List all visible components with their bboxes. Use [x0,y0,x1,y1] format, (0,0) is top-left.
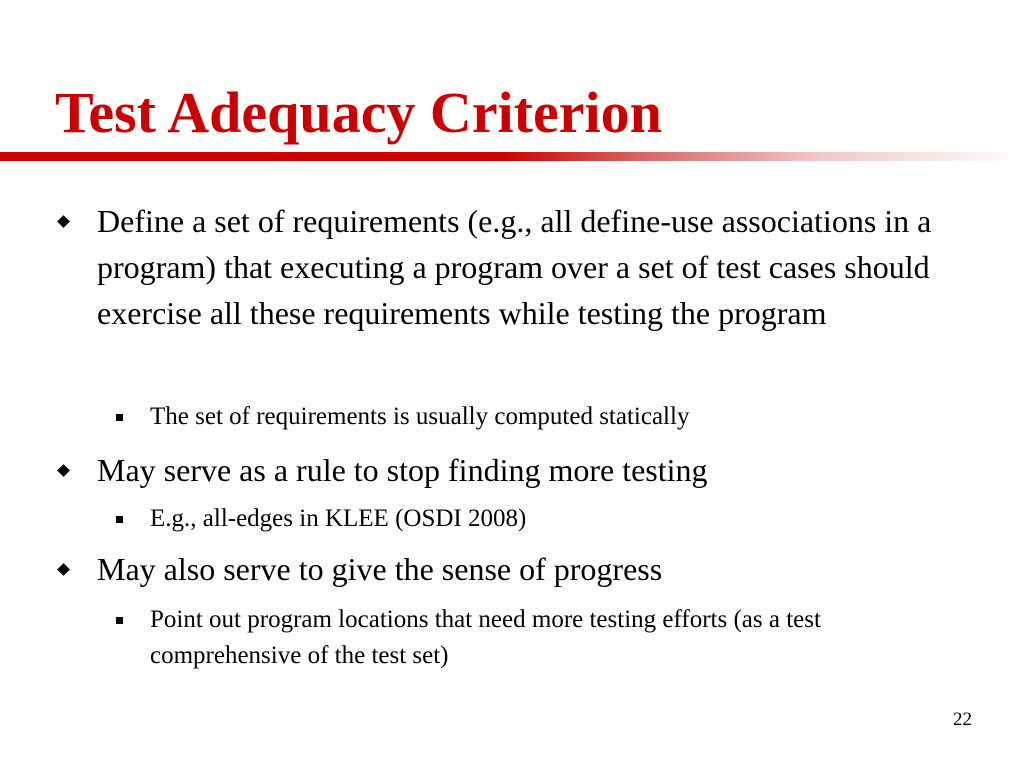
page-number: 22 [953,709,972,730]
square-bullet-icon [116,617,123,624]
square-bullet-icon [116,516,123,523]
sub-bullet-text: E.g., all-edges in KLEE (OSDI 2008) [150,505,527,532]
diamond-bullet-icon [57,215,70,228]
bullet-text: May serve as a rule to stop finding more testing [97,452,708,488]
bullet-text: Define a set of requirements (e.g., all define-use associations in a program) that executing a program over a set of test cases should exercise all these requirements while testing the program [97,203,932,331]
square-bullet-icon [116,414,123,421]
diamond-bullet-icon [57,464,70,477]
slide-title: Test Adequacy Criterion [55,80,662,145]
bullet-text: May also serve to give the sense of progress [97,551,663,587]
diamond-bullet-icon [57,563,70,576]
sub-bullet-text: Point out program locations that need more testing efforts (as a test comprehensive of the test set) [150,606,821,669]
sub-bullet-text: The set of requirements is usually computed statically [150,403,690,430]
